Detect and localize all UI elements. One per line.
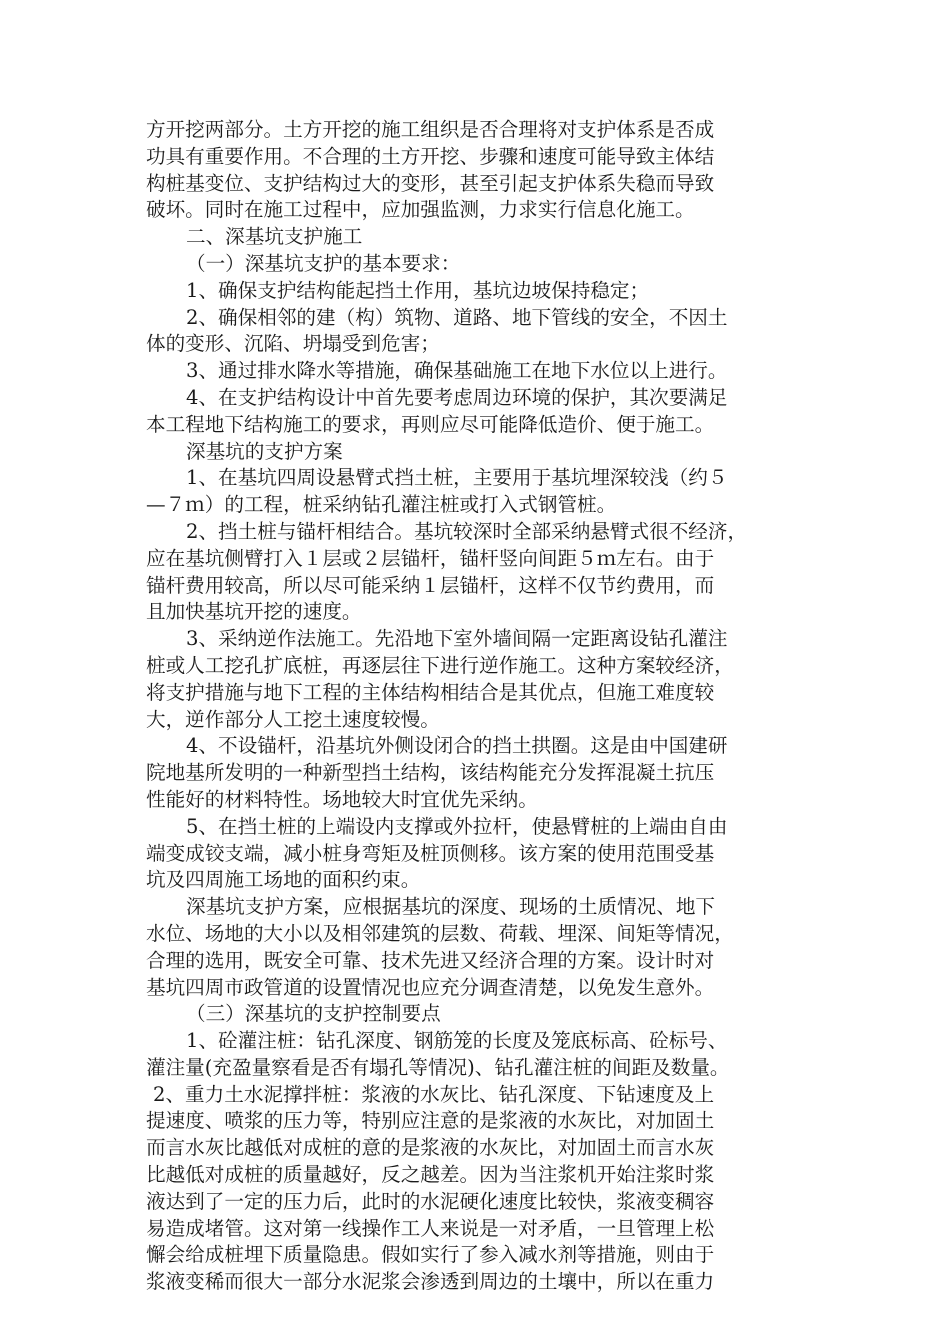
text-line: 3、采纳逆作法施工。先沿地下室外墙间隔一定距离设钻孔灌注: [186, 627, 728, 651]
text-line: 桩或人工挖孔扩底桩，再逐层往下进行逆作施工。这种方案较经济，: [146, 653, 734, 677]
text-line: 功具有重要作用。不合理的土方开挖、步骤和速度可能导致主体结: [146, 144, 715, 168]
text-line: 性能好的材料特性。场地较大时宜优先采纳。: [146, 787, 538, 811]
text-line: 端变成铰支端，减小桩身弯矩及桩顶侧移。该方案的使用范围受基: [146, 841, 715, 865]
text-line: 应在基坑侧臂打入１层或２层锚杆，锚杆竖向间距５ｍ左右。由于: [146, 546, 715, 570]
text-line: 院地基所发明的一种新型挡土结构，该结构能充分发挥混凝土抗压: [146, 761, 715, 785]
text-line: 1、确保支护结构能起挡土作用，基坑边坡保持稳定；: [186, 278, 650, 302]
text-line: 破坏。同时在施工过程中，应加强监测，力求实行信息化施工。: [146, 198, 695, 222]
text-line: 水位、场地的大小以及相邻建筑的层数、荷载、埋深、间矩等情况，: [146, 921, 734, 945]
text-line: 将支护措施与地下工程的主体结构相结合是其优点，但施工难度较: [146, 680, 715, 704]
text-line: 灌注量(充盈量察看是否有塌孔等情况)、钻孔灌注桩的间距及数量。: [146, 1055, 730, 1079]
text-line: 深基坑的支护方案: [186, 439, 343, 463]
text-line: 方开挖两部分。土方开挖的施工组织是否合理将对支护体系是否成: [146, 118, 715, 141]
text-line: 体的变形、沉陷、坍塌受到危害；: [146, 332, 440, 356]
text-line: 合理的选用，既安全可靠、技术先进又经济合理的方案。设计时对: [146, 948, 715, 972]
text-line: （三）深基坑的支护控制要点: [186, 1002, 441, 1026]
text-line: 4、在支护结构设计中首先要考虑周边环境的保护，其次要满足: [186, 385, 728, 409]
text-line: 本工程地下结构施工的要求，再则应尽可能降低造价、便于施工。: [146, 412, 715, 436]
text-line: （一）深基坑支护的基本要求：: [186, 251, 461, 275]
text-line: 懈会给成桩埋下质量隐患。假如实行了参入减水剂等措施，则由于: [146, 1243, 715, 1267]
text-line: 浆液变稀而很大一部分水泥浆会渗透到周边的土壤中，所以在重力: [146, 1270, 715, 1294]
text-line: 提速度、喷浆的压力等，特别应注意的是浆液的水灰比，对加固土: [146, 1109, 715, 1133]
text-line: 基坑四周市政管道的设置情况也应充分调查清楚，以免发生意外。: [146, 975, 715, 999]
text-line: 液达到了一定的压力后，此时的水泥硬化速度比较快，浆液变稠容: [146, 1189, 715, 1213]
text-line: 二、深基坑支护施工: [186, 225, 363, 249]
text-line: 而言水灰比越低对成桩的意的是浆液的水灰比，对加固土而言水灰: [146, 1136, 715, 1160]
text-line: 锚杆费用较高，所以尽可能采纳１层锚杆，这样不仅节约费用，而: [146, 573, 715, 597]
text-line: 2、挡土桩与锚杆相结合。基坑较深时全部采纳悬臂式很不经济，: [186, 519, 748, 543]
text-line: 易造成堵管。这对第一线操作工人来说是一对矛盾，一旦管理上松: [146, 1216, 715, 1240]
text-line: 5、在挡土桩的上端设内支撑或外拉杆，使悬臂桩的上端由自由: [186, 814, 728, 838]
text-line: 比越低对成桩的质量越好，反之越差。因为当注浆机开始注浆时浆: [146, 1163, 715, 1187]
text-line: 1、在基坑四周设悬臂式挡土桩，主要用于基坑埋深较浅（约５: [186, 466, 728, 490]
text-line: 4、不设锚杆，沿基坑外侧设闭合的挡土拱圈。这是由中国建研: [186, 734, 728, 758]
text-line: 构桩基变位、支护结构过大的变形，甚至引起支护体系失稳而导致: [146, 171, 715, 195]
text-line: 深基坑支护方案，应根据基坑的深度、现场的土质情况、地下: [186, 895, 716, 919]
text-line: 坑及四周施工场地的面积约束。: [146, 868, 421, 892]
text-line: 1、砼灌注桩：钻孔深度、钢筋笼的长度及笼底标高、砼标号、: [186, 1029, 728, 1053]
text-line: 且加快基坑开挖的速度。: [146, 600, 362, 624]
text-line: 大，逆作部分人工挖土速度较慢。: [146, 707, 440, 731]
text-line: 2、重力土水泥撑拌桩：浆液的水灰比、钻孔深度、下钻速度及上: [153, 1082, 715, 1106]
text-line: 3、通过排水降水等措施，确保基础施工在地下水位以上进行。: [186, 359, 728, 383]
document-body: [146, 117, 816, 1296]
text-line: 2、确保相邻的建（构）筑物、道路、地下管线的安全，不因土: [186, 305, 728, 329]
text-line: —７ｍ）的工程，桩采纳钻孔灌注桩或打入式钢管桩。: [146, 493, 617, 517]
